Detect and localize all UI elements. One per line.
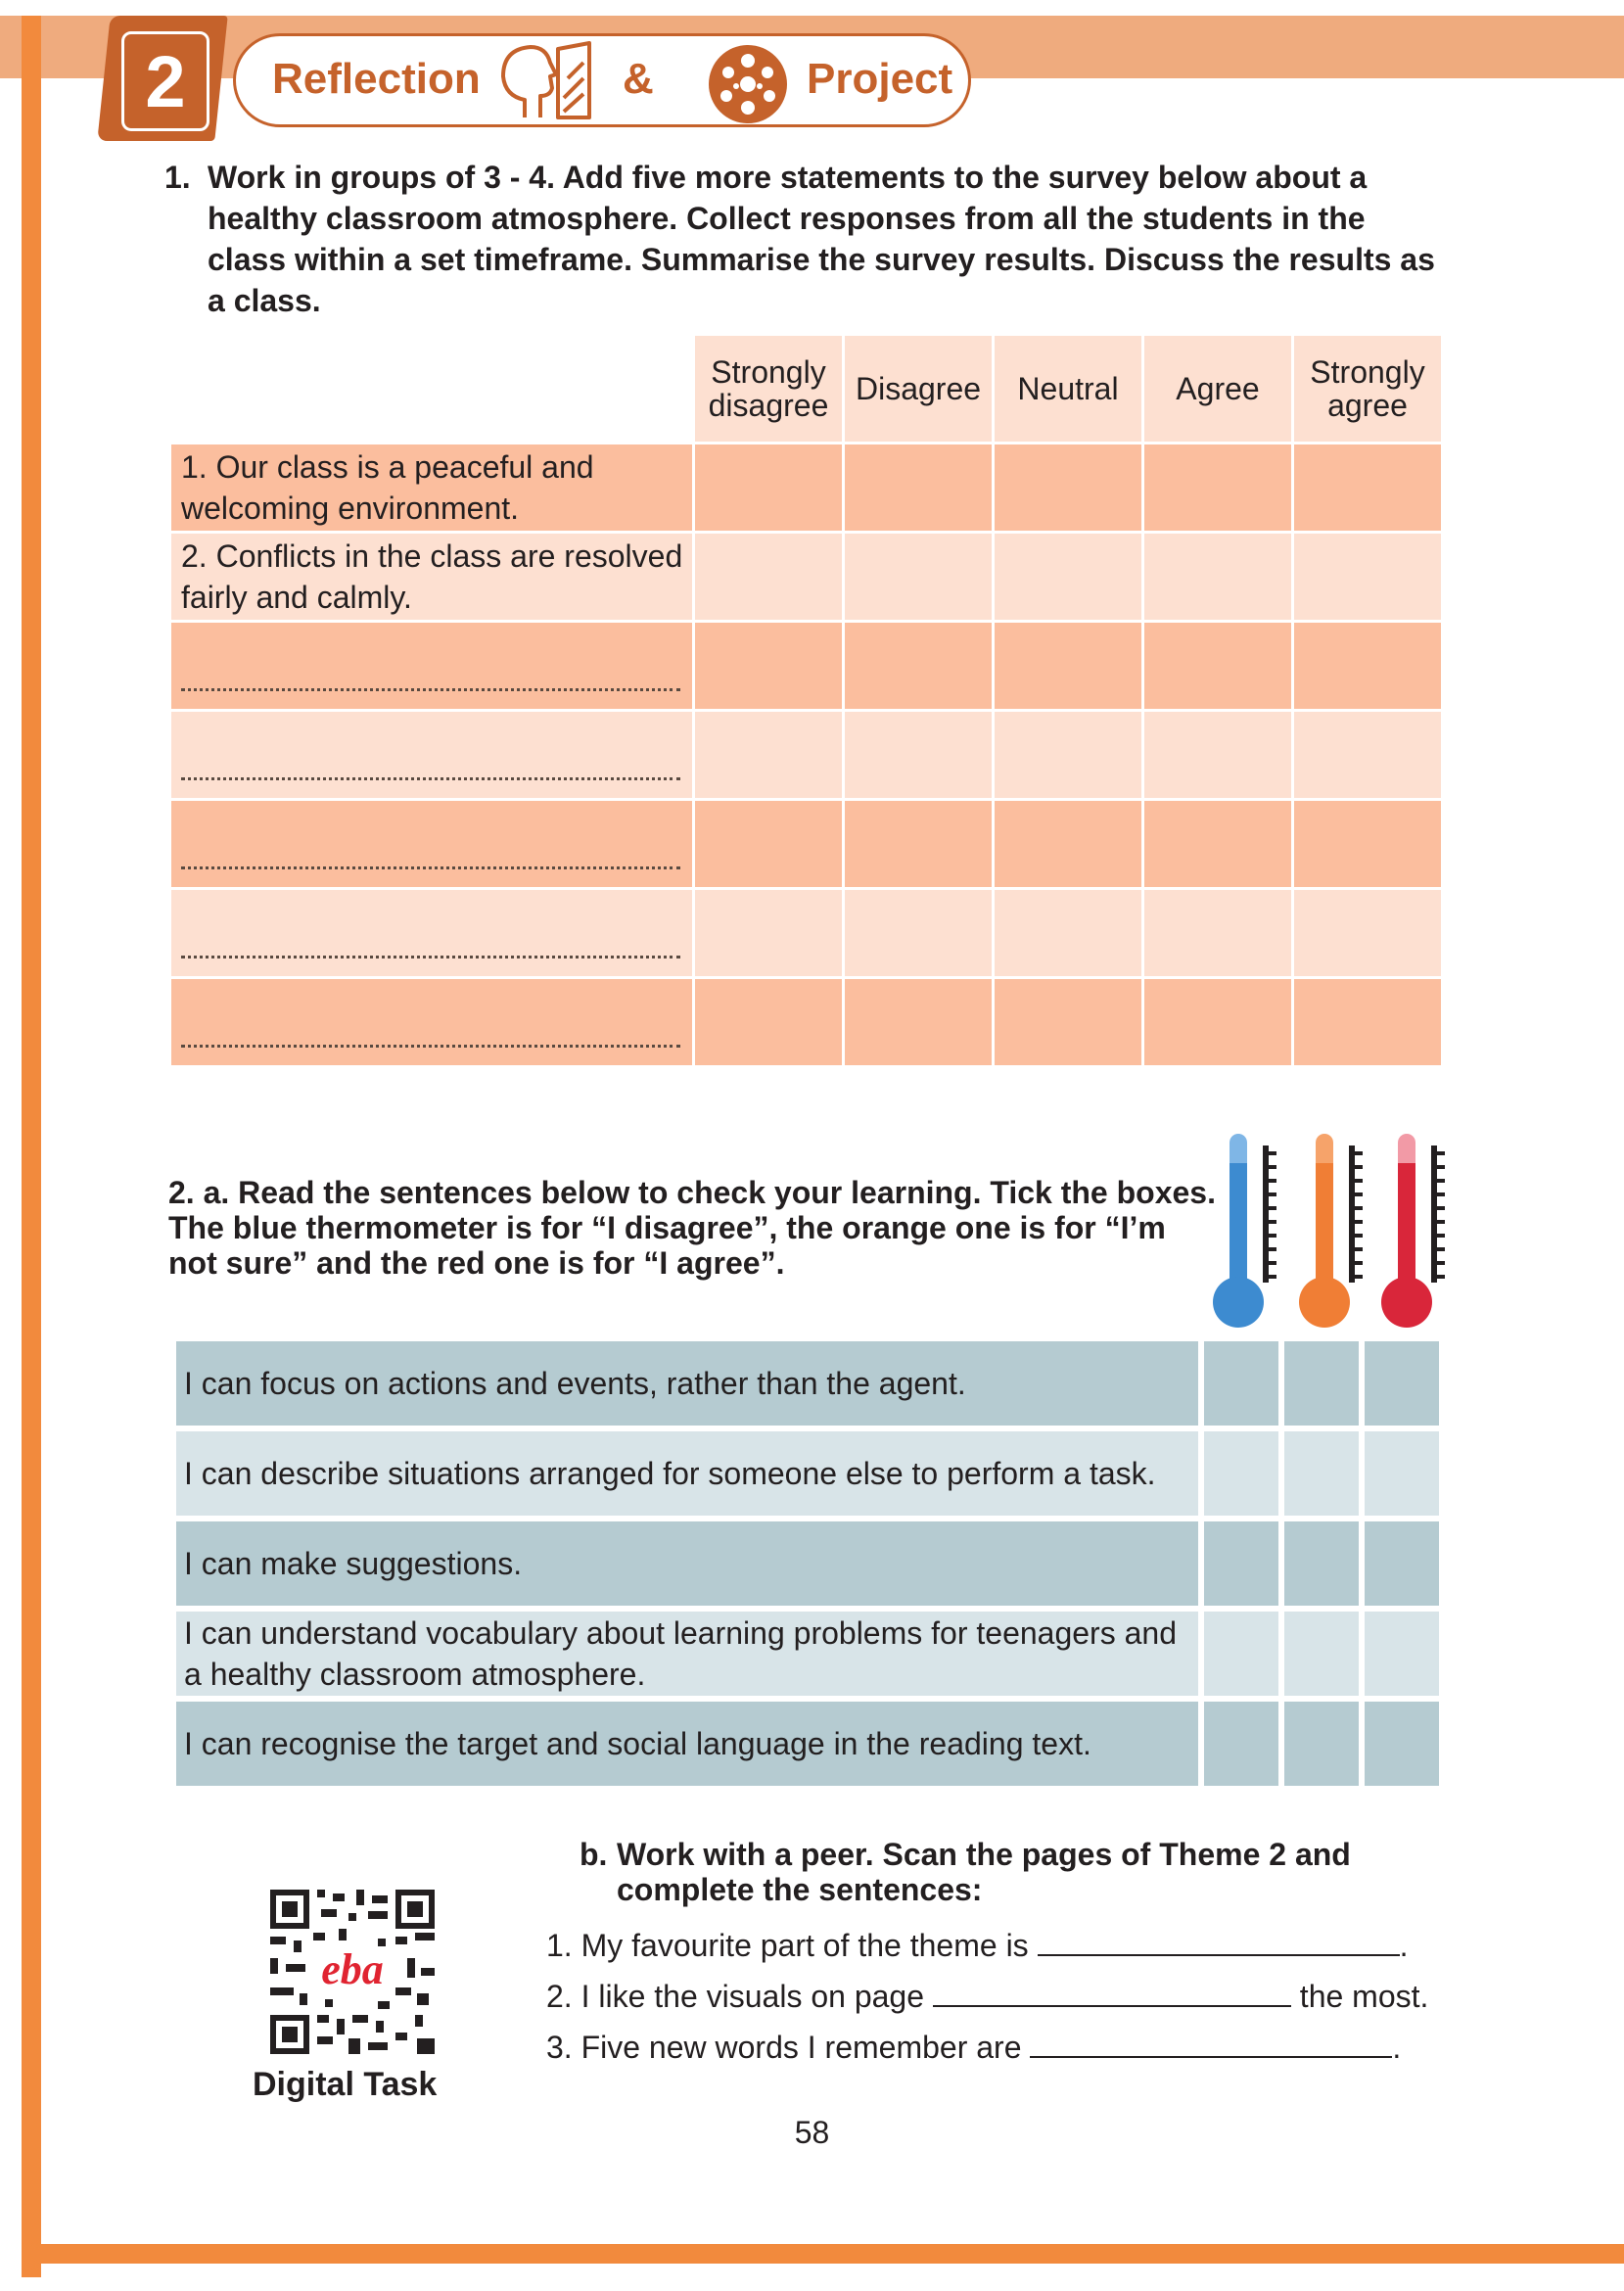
page-frame-corner [41, 2174, 112, 2244]
sentence-2 [546, 1976, 1428, 2016]
sentence-text: I like the visuals on page [580, 1979, 925, 2014]
dotted-line [181, 1045, 680, 1048]
page-frame-bottom [22, 2244, 1624, 2264]
disagree-checkbox[interactable] [1204, 1702, 1278, 1786]
survey-cell[interactable] [695, 534, 842, 620]
not-sure-checkbox[interactable] [1284, 1341, 1359, 1426]
self-check-table [170, 1335, 1445, 1792]
task2a-instruction: 2. a. Read the sentences below to check your learning. Tick the boxes. The blue thermometer is for “I disagree”, the orange one is for “I’m not sure” and the red one is for “I agree”. [168, 1175, 1216, 1281]
dotted-line [181, 866, 680, 869]
survey-cell[interactable] [1144, 712, 1291, 798]
task2b-instruction [580, 1837, 1461, 1907]
agree-checkbox[interactable] [1365, 1431, 1439, 1516]
survey-cell[interactable] [845, 712, 992, 798]
survey-cell[interactable] [1294, 801, 1441, 887]
qr-code-icon[interactable] [270, 1890, 435, 2054]
self-check-row [176, 1431, 1439, 1516]
survey-cell[interactable] [1144, 534, 1291, 620]
self-check-statement: I can describe situations arranged for someone else to perform a task. [176, 1431, 1198, 1516]
answer-blank[interactable] [1038, 1925, 1400, 1956]
survey-corner [171, 336, 692, 442]
head-icon [495, 39, 593, 123]
task1-text: Work in groups of 3 - 4. Add five more statements to the survey below about a healthy classroom atmosphere. Collect responses from all the students in the class within a set timeframe. Summarise the survey results. Discuss the results as a class. [208, 160, 1435, 318]
answer-blank[interactable] [1030, 2027, 1392, 2058]
survey-cell[interactable] [845, 801, 992, 887]
dotted-line [181, 688, 680, 691]
survey-table [168, 333, 1444, 1068]
survey-cell[interactable] [1294, 712, 1441, 798]
survey-row [171, 890, 1441, 976]
survey-cell[interactable] [995, 979, 1141, 1065]
survey-blank-statement[interactable] [171, 890, 692, 976]
survey-cell[interactable] [1144, 801, 1291, 887]
not-sure-checkbox[interactable] [1284, 1431, 1359, 1516]
self-check-row [176, 1341, 1439, 1426]
agree-checkbox[interactable] [1365, 1521, 1439, 1606]
survey-blank-statement[interactable] [171, 623, 692, 709]
agree-checkbox[interactable] [1365, 1702, 1439, 1786]
survey-cell[interactable] [995, 712, 1141, 798]
blue-thermometer-icon [1213, 1134, 1276, 1328]
survey-blank-statement[interactable] [171, 712, 692, 798]
survey-cell[interactable] [845, 444, 992, 531]
self-check-row [176, 1702, 1439, 1786]
disagree-checkbox[interactable] [1204, 1612, 1278, 1696]
reflection-label: Reflection [272, 55, 481, 103]
agree-checkbox[interactable] [1365, 1612, 1439, 1696]
eba-logo: eba [321, 1945, 384, 1993]
self-check-statement: I can focus on actions and events, rather than the agent. [176, 1341, 1198, 1426]
self-check-row [176, 1521, 1439, 1606]
survey-cell[interactable] [995, 444, 1141, 531]
survey-cell[interactable] [1144, 444, 1291, 531]
dotted-line [181, 956, 680, 958]
survey-cell[interactable] [695, 801, 842, 887]
column-neutral: Neutral [995, 336, 1141, 442]
task2b-number: b. [580, 1837, 608, 1872]
survey-row [171, 979, 1441, 1065]
survey-cell[interactable] [695, 890, 842, 976]
self-check-row [176, 1612, 1439, 1696]
page-frame-left [22, 16, 41, 2277]
survey-cell[interactable] [845, 890, 992, 976]
survey-cell[interactable] [995, 623, 1141, 709]
column-disagree: Disagree [845, 336, 992, 442]
self-check-statement: I can understand vocabulary about learning problems for teenagers and a healthy classroom atmosphere. [176, 1612, 1198, 1696]
digital-task-label: Digital Task [253, 2066, 438, 2103]
survey-cell[interactable] [1294, 890, 1441, 976]
agree-checkbox[interactable] [1365, 1341, 1439, 1426]
survey-blank-statement[interactable] [171, 801, 692, 887]
survey-row [171, 801, 1441, 887]
survey-cell[interactable] [1144, 890, 1291, 976]
not-sure-checkbox[interactable] [1284, 1702, 1359, 1786]
sentence-1 [546, 1925, 1408, 1965]
survey-cell[interactable] [1144, 623, 1291, 709]
survey-cell[interactable] [1294, 534, 1441, 620]
column-strongly-agree: Strongly agree [1294, 336, 1441, 442]
survey-cell[interactable] [995, 534, 1141, 620]
disagree-checkbox[interactable] [1204, 1521, 1278, 1606]
sentence-number: 1. [546, 1928, 573, 1963]
sentence-end: . [1392, 2030, 1402, 2065]
survey-row [171, 444, 1441, 531]
column-strongly-disagree: Strongly disagree [695, 336, 842, 442]
survey-cell[interactable] [1294, 444, 1441, 531]
sentence-number: 3. [546, 2030, 573, 2065]
disagree-checkbox[interactable] [1204, 1431, 1278, 1516]
survey-row [171, 623, 1441, 709]
task2b-text: Work with a peer. Scan the pages of Theme 2 and complete the sentences: [617, 1837, 1351, 1907]
survey-cell[interactable] [845, 979, 992, 1065]
survey-cell[interactable] [695, 712, 842, 798]
survey-statement: 2. Conflicts in the class are resolved fairly and calmly. [171, 534, 692, 620]
self-check-statement: I can make suggestions. [176, 1521, 1198, 1606]
survey-cell[interactable] [695, 623, 842, 709]
sentence-text: Five new words I remember are [580, 2030, 1022, 2065]
red-thermometer-icon [1381, 1134, 1445, 1328]
page-number: 58 [794, 2115, 830, 2150]
unit-number: 2 [145, 40, 186, 122]
unit-badge-inner [121, 31, 209, 131]
not-sure-checkbox[interactable] [1284, 1612, 1359, 1696]
disagree-checkbox[interactable] [1204, 1341, 1278, 1426]
survey-cell[interactable] [1294, 623, 1441, 709]
survey-statement: 1. Our class is a peaceful and welcoming environment. [171, 444, 692, 531]
survey-row [171, 534, 1441, 620]
survey-cell[interactable] [995, 890, 1141, 976]
survey-row [171, 712, 1441, 798]
orange-thermometer-icon [1299, 1134, 1363, 1328]
dotted-line [181, 777, 680, 780]
sentence-end: . [1399, 1928, 1409, 1963]
project-label: Project [807, 55, 953, 103]
survey-cell[interactable] [995, 801, 1141, 887]
not-sure-checkbox[interactable] [1284, 1521, 1359, 1606]
survey-cell[interactable] [845, 623, 992, 709]
survey-cell[interactable] [845, 534, 992, 620]
sentence-text: My favourite part of the theme is [580, 1928, 1029, 1963]
survey-cell[interactable] [1144, 979, 1291, 1065]
task1-number: 1. [164, 160, 191, 195]
self-check-statement: I can recognise the target and social language in the reading text. [176, 1702, 1198, 1786]
sentence-number: 2. [546, 1979, 573, 2014]
survey-cell[interactable] [1294, 979, 1441, 1065]
survey-cell[interactable] [695, 444, 842, 531]
survey-blank-statement[interactable] [171, 979, 692, 1065]
thermometers [1206, 1134, 1451, 1330]
survey-cell[interactable] [695, 979, 842, 1065]
answer-blank[interactable] [933, 1976, 1291, 2007]
sentence-3 [546, 2027, 1401, 2067]
ampersand: & [623, 55, 654, 103]
molecule-icon [707, 43, 789, 125]
task1-instruction [164, 157, 1447, 321]
column-agree: Agree [1144, 336, 1291, 442]
sentence-end: the most. [1299, 1979, 1429, 2014]
